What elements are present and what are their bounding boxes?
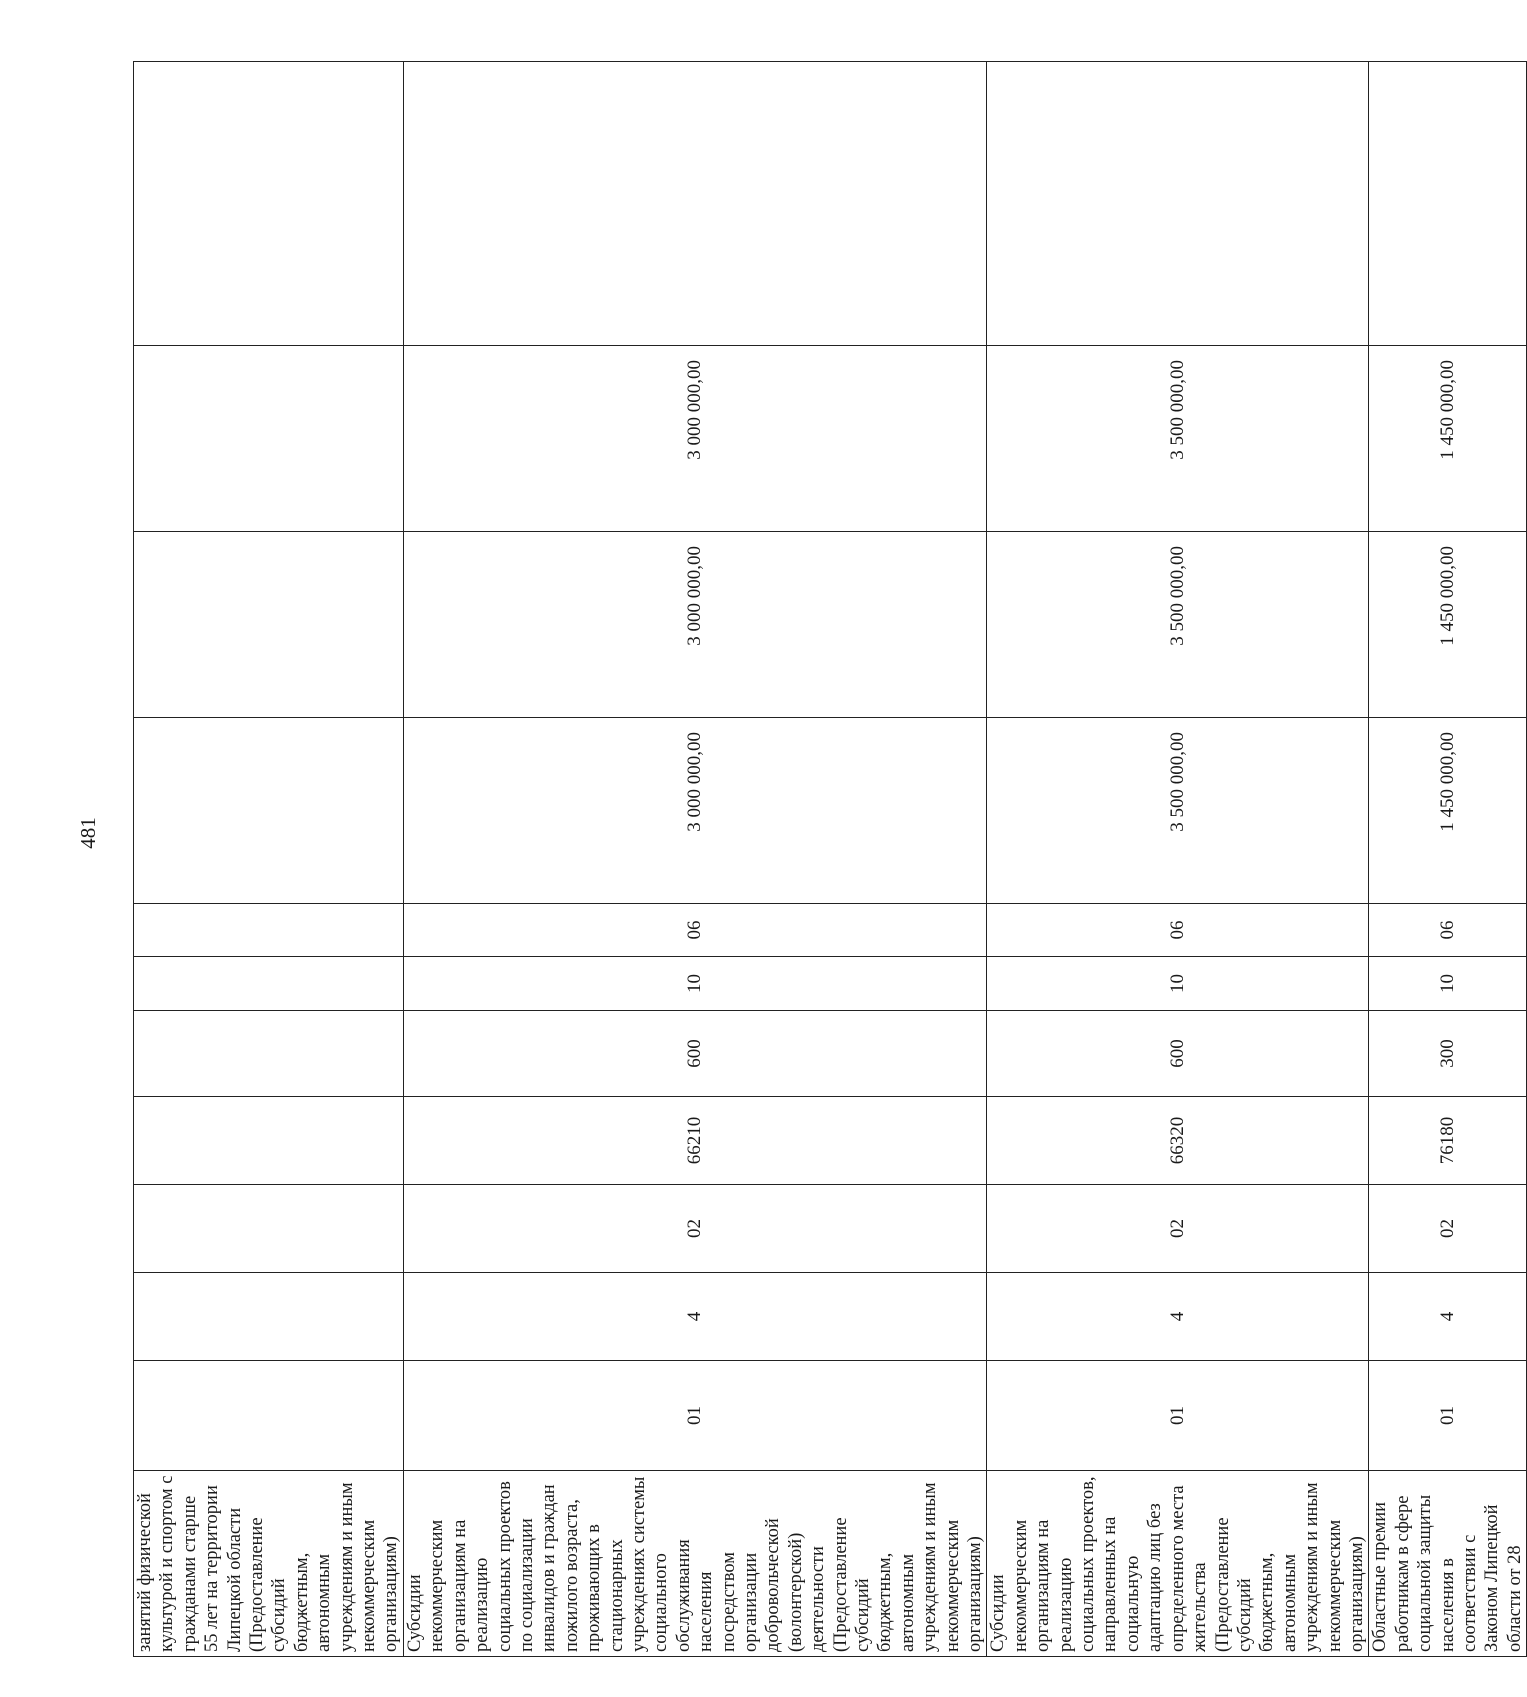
code-cell: 06: [403, 904, 987, 957]
code-cell: 4: [987, 1273, 1369, 1361]
empty-cell: [987, 62, 1369, 346]
code-cell: 02: [1369, 1185, 1527, 1273]
row-description-cell: [134, 1471, 404, 1657]
code-cell: 4: [1369, 1273, 1527, 1361]
code-cell: 300: [1369, 1011, 1527, 1097]
amount-cell: 1 450 000,00: [1369, 718, 1527, 904]
amount-cell: 3 500 000,00: [987, 532, 1369, 718]
code-cell: [134, 1097, 404, 1185]
code-cell: 4: [403, 1273, 987, 1361]
table-row: [987, 62, 1369, 1657]
code-cell: 76180: [1369, 1097, 1527, 1185]
code-cell: 10: [1369, 957, 1527, 1011]
code-cell: 66320: [987, 1097, 1369, 1185]
amount-cell: 3 500 000,00: [987, 718, 1369, 904]
row-description: занятий физической культурой и спортом с гражданами старше 55 лет на территории Липецкой области (Предоставление субсидий бюджетным, автономным учреждениям и иным некоммерческим организациям): [135, 1475, 402, 1652]
amount-cell: 3 000 000,00: [403, 718, 987, 904]
rotated-table-frame: [133, 62, 1525, 1657]
code-cell: 02: [403, 1185, 987, 1273]
budget-table: [133, 61, 1527, 1657]
table-row: [1369, 62, 1527, 1657]
code-cell: [134, 1273, 404, 1361]
row-description-cell: [403, 1471, 987, 1657]
code-cell: 600: [403, 1011, 987, 1097]
code-cell: [134, 957, 404, 1011]
row-description: Областные премии работникам в сфере социальной защиты населения в соответствии с Законом Липецкой области от 28: [1370, 1494, 1525, 1652]
rotated-table-content: [133, 62, 1525, 1657]
amount-cell: 1 450 000,00: [1369, 346, 1527, 532]
code-cell: 06: [1369, 904, 1527, 957]
empty-cell: [134, 62, 404, 346]
amount-cell: 3 000 000,00: [403, 532, 987, 718]
amount-cell: [134, 532, 404, 718]
table-row: [403, 62, 987, 1657]
code-cell: 01: [987, 1361, 1369, 1471]
row-description-cell: [1369, 1471, 1527, 1657]
empty-cell: [403, 62, 987, 346]
row-description: Субсидии некоммерческим организациям на реализацию социальных проектов, направленных на социальную адаптацию лиц без определенного места жительства (Предоставление субсидий бюджетным, автономным учреждениям и иным некоммерческим организациям): [988, 1476, 1367, 1652]
code-cell: 10: [987, 957, 1369, 1011]
code-cell: 66210: [403, 1097, 987, 1185]
amount-cell: 1 450 000,00: [1369, 532, 1527, 718]
code-cell: 02: [987, 1185, 1369, 1273]
code-cell: 600: [987, 1011, 1369, 1097]
code-cell: [134, 1361, 404, 1471]
empty-cell: [1369, 62, 1527, 346]
amount-cell: [134, 346, 404, 532]
amount-cell: 3 500 000,00: [987, 346, 1369, 532]
code-cell: 10: [403, 957, 987, 1011]
code-cell: 01: [403, 1361, 987, 1471]
row-description: Субсидии некоммерческим организациям на реализацию социальных проектов по социализации инвалидов и граждан пожилого возраста, проживающих в стационарных учреждениях системы социального обслуживания населения посредством организации добровольческой (волонтерской) деятельности (Предоставление субсидий бюджетным, автономным учреждениям и иным некоммерческим организациям): [404, 1476, 986, 1652]
code-cell: [134, 904, 404, 957]
code-cell: [134, 1011, 404, 1097]
code-cell: 01: [1369, 1361, 1527, 1471]
amount-cell: [134, 718, 404, 904]
row-description-cell: [987, 1471, 1369, 1657]
amount-cell: 3 000 000,00: [403, 346, 987, 532]
code-cell: [134, 1185, 404, 1273]
code-cell: 06: [987, 904, 1369, 957]
page-number: 481: [76, 817, 100, 849]
table-row: [134, 62, 404, 1657]
